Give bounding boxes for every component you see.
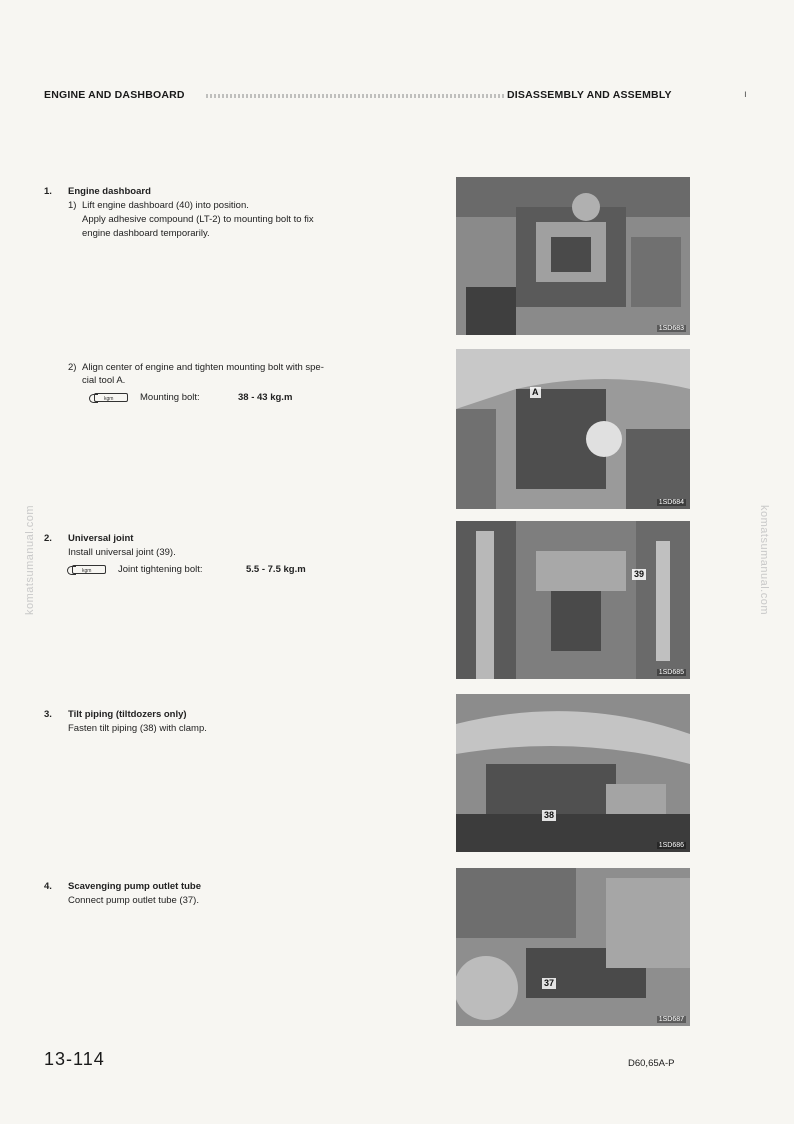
step-3 bbox=[44, 709, 424, 739]
header-dotted-rule bbox=[206, 94, 504, 98]
substep-line: Lift engine dashboard (40) into position. bbox=[82, 200, 249, 211]
photo-pump-outlet-tube bbox=[456, 868, 690, 1026]
section-title-right: DISASSEMBLY AND ASSEMBLY bbox=[507, 89, 672, 101]
substep-line: Align center of engine and tighten mounting bolt with spe- bbox=[82, 362, 324, 373]
photo-id: 1SD687 bbox=[658, 1016, 684, 1023]
step-number: 2. bbox=[44, 533, 52, 544]
step-title: Tilt piping (tiltdozers only) bbox=[68, 709, 187, 720]
photo-callout: 37 bbox=[544, 978, 555, 988]
spec-label: Joint tightening bolt: bbox=[118, 564, 203, 575]
substep-1-1 bbox=[68, 200, 418, 240]
spec-label: Mounting bolt: bbox=[140, 392, 200, 403]
substep-1-2 bbox=[68, 362, 418, 410]
spec-value: 5.5 - 7.5 kg.m bbox=[246, 564, 306, 575]
step-number: 3. bbox=[44, 709, 52, 720]
step-title: Universal joint bbox=[68, 533, 134, 544]
photo-id: 1SD686 bbox=[658, 842, 684, 849]
photo-universal-joint bbox=[456, 521, 690, 679]
photo-id: 1SD683 bbox=[658, 325, 684, 332]
step-title: Engine dashboard bbox=[68, 186, 151, 197]
photo-engine-dashboard bbox=[456, 177, 690, 335]
torque-spec bbox=[94, 392, 414, 406]
photo-tilt-piping bbox=[456, 694, 690, 852]
substep-number: 1) bbox=[68, 200, 77, 211]
photo-callout: 39 bbox=[634, 569, 645, 579]
step-line: Connect pump outlet tube (37). bbox=[68, 895, 199, 906]
step-number: 4. bbox=[44, 881, 52, 892]
step-2 bbox=[44, 533, 424, 577]
photo-special-tool bbox=[456, 349, 690, 509]
photo-id: 1SD684 bbox=[658, 499, 684, 506]
page-number: 13-114 bbox=[44, 1049, 105, 1069]
step-line: Install universal joint (39). bbox=[68, 547, 176, 558]
section-title-left: ENGINE AND DASHBOARD bbox=[44, 89, 185, 101]
substep-line: engine dashboard temporarily. bbox=[82, 228, 210, 239]
document-code: D60,65A-P bbox=[628, 1058, 675, 1069]
step-title: Scavenging pump outlet tube bbox=[68, 881, 202, 892]
step-number: 1. bbox=[44, 186, 52, 197]
watermark-right: komatsumanual.com bbox=[758, 505, 770, 615]
photo-id: 1SD685 bbox=[658, 669, 684, 676]
torque-wrench-icon: kgm bbox=[72, 565, 106, 574]
header-corner-mark: ı bbox=[744, 89, 747, 100]
torque-wrench-icon: kgm bbox=[94, 393, 128, 402]
substep-number: 2) bbox=[68, 362, 77, 373]
substep-line: Apply adhesive compound (LT-2) to mounting bolt to fix bbox=[82, 214, 314, 225]
watermark-left: komatsumanual.com bbox=[24, 505, 36, 615]
spec-value: 38 - 43 kg.m bbox=[238, 392, 293, 403]
photo-callout: 38 bbox=[544, 810, 555, 820]
step-line: Fasten tilt piping (38) with clamp. bbox=[68, 723, 207, 734]
substep-line: cial tool A. bbox=[82, 375, 126, 386]
torque-spec bbox=[72, 564, 412, 578]
photo-callout: A bbox=[532, 387, 539, 397]
step-4 bbox=[44, 881, 424, 911]
